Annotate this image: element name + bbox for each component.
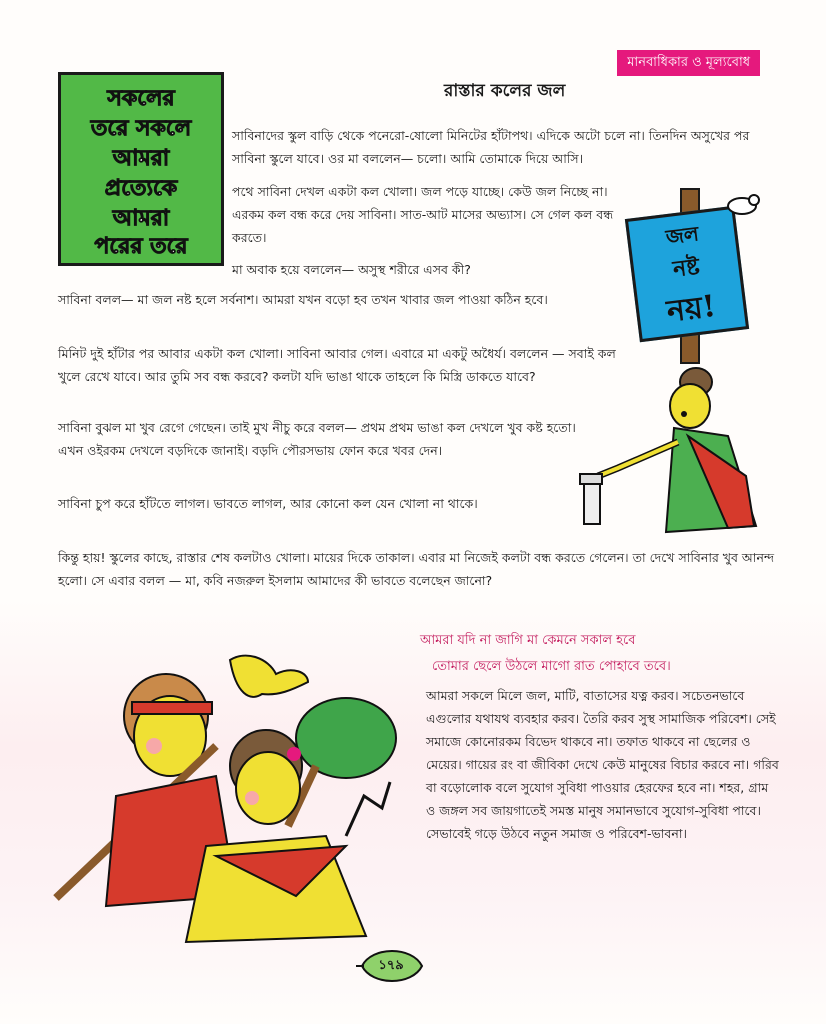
closing-paragraph: আমরা সকলে মিলে জল, মাটি, বাতাসের যত্ন করব। সচেতনভাবে এগুলোর যথাযথ ব্যবহার করব। তৈরি করব সুস্থ সামাজিক পরিবেশ। সেই সমাজে কোনোরকম বিভেদ থাকবে না। তফাত থাকবে না ছেলের ও মেয়ের। গায়ের রং বা জীবিকা দেখে কেউ মানুষের বিচার করবে না। গরিব বা বড়োলোক বলে সুযোগ সুবিধা পাওয়ার হেরফের হবে না। শহর, গ্রাম ও জঙ্গল সব জায়গাতেই সমস্ত মানুষ সমানভাবে সুযোগ-সুবিধা পাবে। সেভাবেই গড়ে উঠবে নতুন সমাজ ও পরিবেশ-ভাবনা। [426,688,779,841]
sign-text: নষ্ট [671,253,701,283]
story-paragraph: সাবিনাদের স্কুল বাড়ি থেকে পনেরো-ষোলো মিনিটের হাঁটাপথ। এদিকে অটো চলে না। তিনদিন অসুখের পর সাবিনা স্কুলে যাবে। ওর মা বললেন— চলো। আমি তোমাকে দিয়ে আসি। [232,128,750,166]
sign-text: জল [664,221,700,250]
save-water-sign [625,206,749,342]
poster-line: সকলের [107,85,175,111]
section-tag: মানবাধিকার ও মূল্যবোধ [617,50,760,76]
sign-text: নয়! [665,288,718,330]
poster-line: আমরা [112,145,170,171]
poster-line: পরের তরে [94,233,188,259]
poster-box [58,72,224,266]
story-paragraph: পথে সাবিনা দেখল একটা কল খোলা। জল পড়ে যাচ্ছে। কেউ জল নিচ্ছে না। এরকম কল বন্ধ করে দেয় সাবিনা। সাত-আট মাসের অভ্যাস। সে গেল কল বন্ধ করতে। [232,184,614,245]
poster-line: প্রত্যেকে [104,175,178,201]
story-paragraph: সাবিনা বলল— মা জল নষ্ট হলে সর্বনাশ। আমরা যখন বড়ো হব তখন খাবার জল পাওয়া কঠিন হবে। [58,292,548,307]
story-paragraph: মিনিট দুই হাঁটার পর আবার একটা কল খোলা। সাবিনা আবার গেল। এবারে মা একটু অধৈর্য। বললেন — সবাই কল খুলে রেখে যাবে। আর তুমি সব বন্ধ করবে? কলটা যদি ভাঙা থাকে তাহলে কি মিস্ত্রি ডাকতে যাবে? [58,346,616,384]
story-paragraph: কিন্তু হায়! স্কুলের কাছে, রাস্তার শেষ কলটাও খোলা। মায়ের দিকে তাকাল। এবার মা নিজেই কলটা বন্ধ করতে গেলেন। তা দেখে সাবিনার খুব আনন্দ হলো। সে এবার বলল — মা, কবি নজরুল ইসলাম আমাদের কী ভাবতে বলেছেন জানো? [58,550,775,588]
story-paragraph: সাবিনা বুঝল মা খুব রেগে গেছেন। তাই মুখ নীচু করে বলল— প্রথম প্রথম ভাঙা কল দেখলে খুব কষ্ট হতো। এখন ওইরকম দেখলে বড়দিকে জানাই। বড়দি পৌরসভায় ফোন করে খবর দেন। [58,420,576,458]
story-paragraph: মা অবাক হয়ে বললেন— অসুস্থ শরীরে এসব কী? [232,262,471,277]
bird-illustration [722,192,762,218]
children-with-flute-illustration [46,646,406,946]
woman-at-tap-illustration [578,356,774,552]
poster-line: তরে সকলে [90,115,192,141]
poem-line: তোমার ছেলে উঠলে মাগো রাত পোহাবে তবে। [432,659,671,674]
story-paragraph: সাবিনা চুপ করে হাঁটতে লাগল। ভাবতে লাগল, আর কোনো কল যেন খোলা না থাকে। [58,496,478,511]
poem-line: আমরা যদি না জাগি মা কেমনে সকাল হবে [420,633,636,648]
page-number: ১৭৯ [378,958,404,973]
page-title: রাস্তার কলের জল [444,81,566,101]
poster-line: আমরা [112,205,170,231]
